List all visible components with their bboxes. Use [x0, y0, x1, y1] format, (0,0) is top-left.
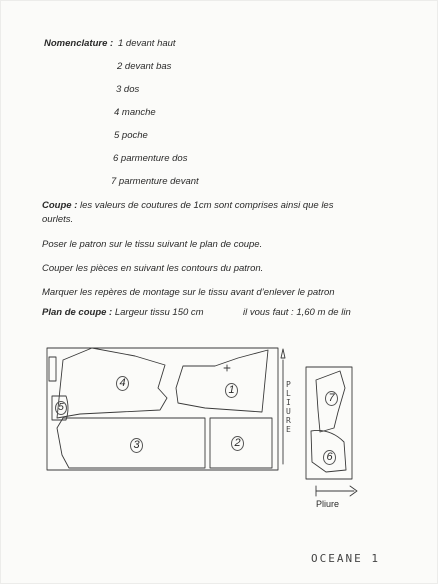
nomenclature-item-2: 2 devant bas: [117, 61, 172, 72]
nomenclature-label: Nomenclature :: [44, 38, 114, 49]
plan-width: Largeur tissu 150 cm: [114, 307, 204, 318]
instruction-3: Marquer les repères de montage sur le tissu avant d’enlever le patron: [42, 287, 335, 298]
fold-arrow-icon: [281, 349, 285, 358]
piece-number-6: 6: [323, 450, 336, 465]
plan-need: il vous faut : 1,60 m de lin: [243, 307, 351, 318]
nomenclature-item-3: 3 dos: [116, 84, 140, 95]
coupe-label: Coupe :: [42, 200, 78, 211]
piece-number-1: 1: [225, 383, 238, 398]
pliure-vertical-label: PLIURE: [286, 380, 291, 434]
piece-number-5: 5: [55, 401, 67, 415]
instruction-1: Poser le patron sur le tissu suivant le plan de coupe.: [42, 239, 263, 250]
piece-1-shape: [176, 350, 268, 412]
nomenclature-item-6: 6 parmenture dos: [113, 153, 188, 164]
fabric-outline: [47, 348, 278, 470]
nomenclature-item-7: 7 parmenture devant: [111, 176, 199, 187]
plus-mark-icon: [224, 365, 230, 371]
instruction-2: Couper les pièces en suivant les contours du patron.: [42, 263, 264, 274]
pliure-bottom-label: Pliure: [316, 499, 340, 509]
piece-4-shape: [57, 348, 167, 418]
piece-number-4: 4: [116, 376, 129, 391]
coupe-text: les valeurs de coutures de 1cm sont comprises ainsi que les: [80, 200, 334, 211]
nomenclature-item-1: 1 devant haut: [118, 38, 176, 49]
coupe-line2: ourlets.: [42, 214, 74, 225]
piece-number-2: 2: [231, 436, 244, 451]
piece-number-3: 3: [130, 438, 143, 453]
label-box: [49, 357, 56, 381]
nomenclature-item-4: 4 manche: [114, 107, 156, 118]
signature: OCEANE 1: [311, 552, 380, 565]
plan-label: Plan de coupe :: [42, 307, 113, 318]
nomenclature-item-5: 5 poche: [114, 130, 148, 141]
piece-number-7: 7: [325, 391, 338, 406]
